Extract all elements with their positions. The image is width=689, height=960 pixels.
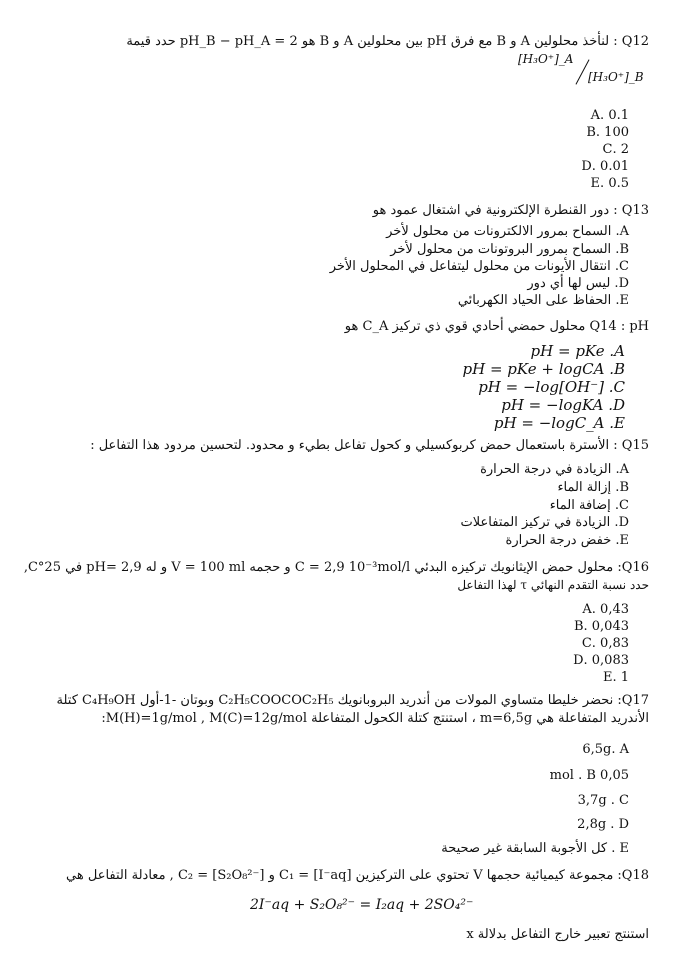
q14-option-c[interactable]: pH = −log[OH⁻] .C	[478, 378, 625, 396]
q15-option-e[interactable]: E. خفض درجة الحرارة	[505, 533, 629, 548]
q13-option-a[interactable]: A. السماح بمرور الالكترونات من محلول لأخر	[386, 224, 629, 239]
q12-option-c[interactable]: 2 .C	[602, 142, 629, 157]
q18-equation: 2I⁻aq + S₂O₈²⁻ = I₂aq + 2SO₄²⁻	[250, 897, 474, 913]
q18-stem-line3: استنتج تعبير خارج التفاعل بدلالة x	[466, 927, 649, 942]
q12-option-a[interactable]: 0.1 .A	[590, 108, 629, 123]
q16-option-c[interactable]: 0,83 .C	[581, 636, 629, 651]
q17-stem-line2: الأندريد المتفاعلة هي m=6,5g ، استنتج كتلة الكحول المتفاعلة M(H)=1g/mol , M(C)=12g/mol:	[101, 711, 649, 726]
q17-option-b[interactable]: 0,05 mol . B	[549, 768, 629, 783]
q15-stem: Q15 : الأسترة باستعمال حمض كربوكسيلي و كحول تفاعل بطيء و محدود. لتحسين مردود هذا التفاعل :	[90, 438, 649, 453]
q13-option-d[interactable]: D. ليس لها أي دور	[527, 276, 629, 291]
q12-fraction-denominator: [H₃O⁺]_B	[588, 70, 644, 84]
q13-option-b[interactable]: B. السماح بمرور البروتونات من محلول لأخر	[390, 242, 629, 257]
q15-option-c[interactable]: C. إضافة الماء	[549, 498, 629, 513]
q15-option-d[interactable]: D. الزيادة في تركيز المتفاعلات	[460, 515, 629, 530]
q17-option-c[interactable]: 3,7g . C	[577, 793, 629, 808]
q15-option-b[interactable]: B. إزالة الماء	[557, 480, 629, 495]
q13-option-c[interactable]: C. انتقال الأيونات من محلول ليتفاعل في المحلول الأخر	[329, 259, 629, 274]
q12-option-e[interactable]: 0.5 .E	[590, 176, 629, 191]
q16-option-a[interactable]: 0,43 .A	[582, 602, 629, 617]
q17-stem-line1: Q17: نحضر خليطا متساوي المولات من أندريد البروبانويك C₂H₅COOCOC₂H₅ وبوتان -1-أول C₄H₉OH كتلة	[56, 693, 649, 708]
q12-fraction-numerator: [H₃O⁺]_A	[518, 52, 574, 66]
q14-stem: Q14 : pH محلول حمضي أحادي قوي ذي تركيز C_A هو	[344, 319, 649, 334]
q14-option-e[interactable]: pH = −logC_A .E	[493, 414, 625, 432]
q15-option-a[interactable]: A. الزيادة في درجة الحرارة	[480, 462, 629, 477]
q14-option-a[interactable]: pH = pKe .A	[530, 342, 625, 360]
q17-option-e[interactable]: E . كل الأجوبة السابقة غير صحيحة	[441, 841, 629, 856]
q13-stem: Q13 : دور القنطرة الإلكترونية في اشتغال عمود هو	[372, 203, 649, 218]
q12-option-d[interactable]: 0.01 .D	[581, 159, 629, 174]
q14-option-d[interactable]: pH = −logKA .D	[501, 396, 625, 414]
q17-option-d[interactable]: 2,8g . D	[577, 817, 629, 832]
q16-option-d[interactable]: 0,083 .D	[573, 653, 629, 668]
q18-stem-line1: Q18: مجموعة كيميائية حجمها V تحتوي على التركيزين C₁ = [I⁻aq] و C₂ = [S₂O₈²⁻] , معادلة التفاعل هي	[66, 868, 649, 883]
q16-option-e[interactable]: 1 .E	[602, 670, 629, 685]
q16-stem-line1: Q16: محلول حمض الإيثانويك تركيزه البدئي C = 2,9 10⁻³mol/l و حجمه V = 100 ml و له pH= 2,9 في 25°C,	[23, 560, 649, 575]
q12-option-b[interactable]: 100 .B	[586, 125, 629, 140]
q12-stem: Q12 : لنأخذ محلولين A و B مع فرق pH بين محلولين A و B هو 2 = pH_B − pH_A حدد قيمة	[126, 34, 649, 49]
q17-option-a[interactable]: 6,5g. A	[582, 742, 629, 757]
q13-option-e[interactable]: E. الحفاظ على الحياد الكهربائي	[457, 293, 629, 308]
q14-option-b[interactable]: pH = pKe + logCA .B	[462, 360, 625, 378]
q16-option-b[interactable]: 0,043 .B	[573, 619, 629, 634]
q16-stem-line2: حدد نسبة التقدم النهائي τ لهذا التفاعل	[457, 578, 649, 592]
